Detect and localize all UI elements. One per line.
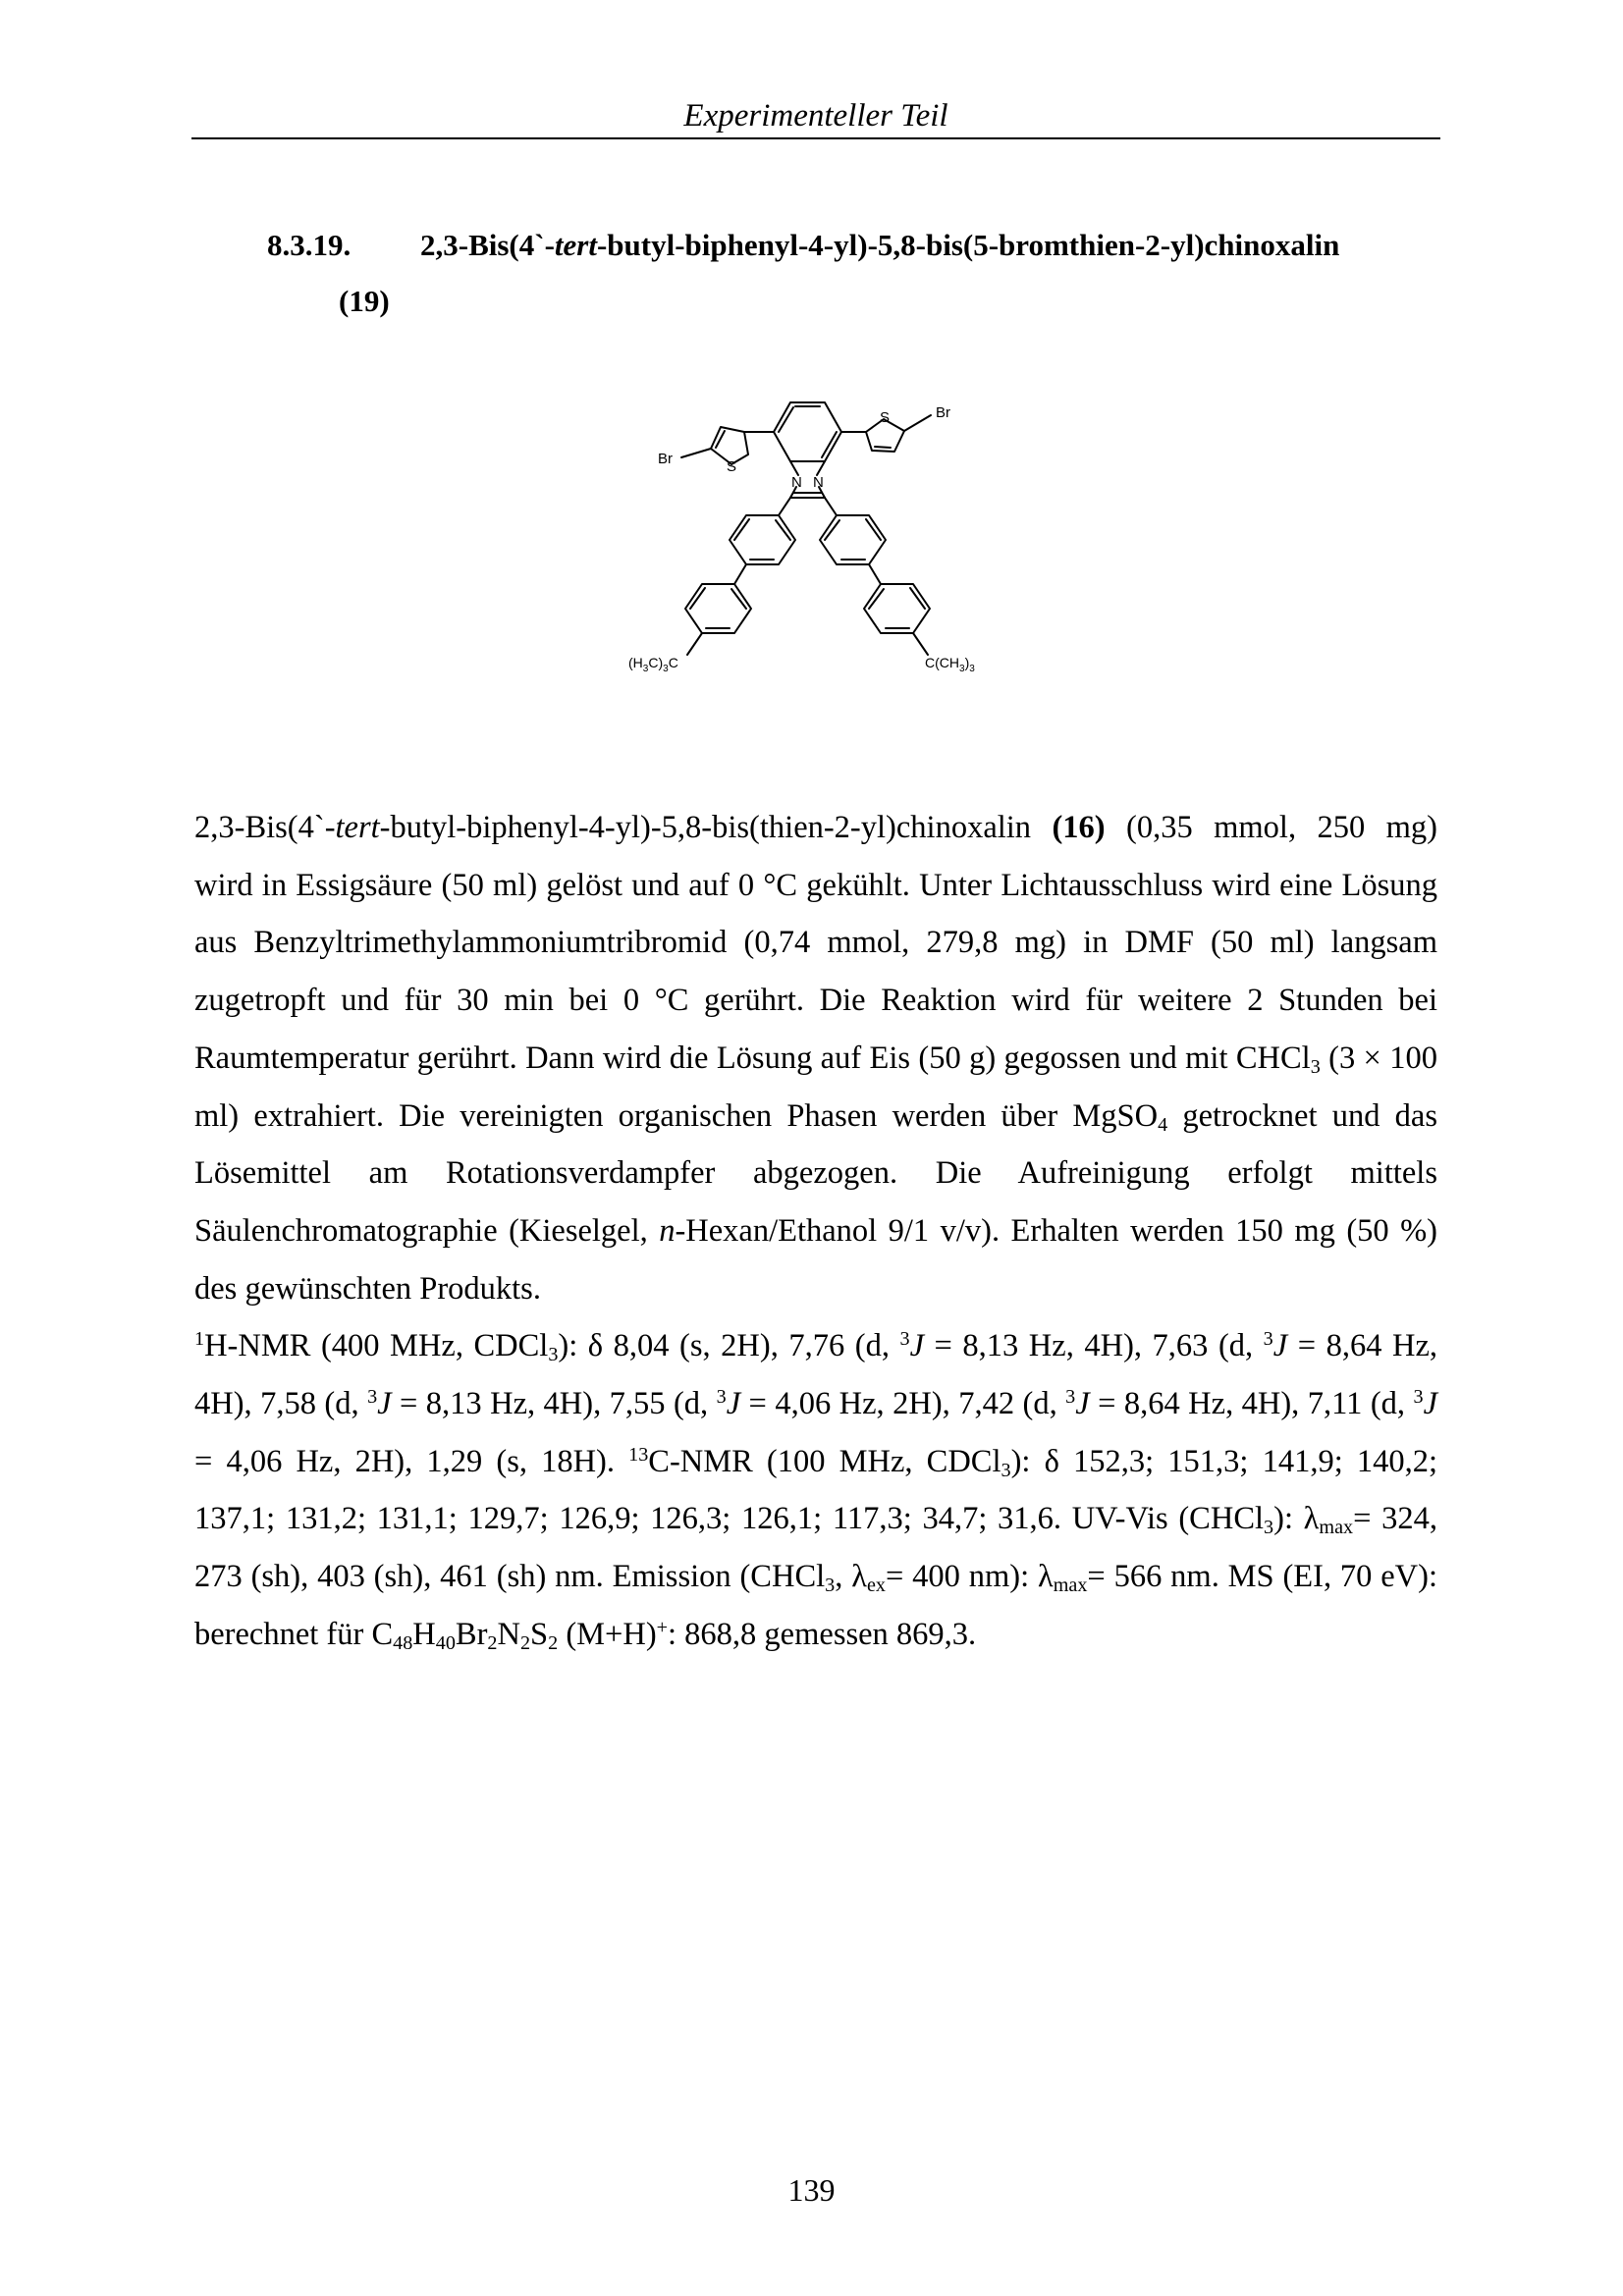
section-title: 2,3-Bis(4`-tert-butyl-biphenyl-4-yl)-5,8-bis(5-bromthien-2-yl)chinoxalin <box>420 228 1340 262</box>
n-label-right: N <box>813 474 824 491</box>
tbu-label-right: $C(CH_3)_3$ <box>925 655 975 674</box>
compound-number: (19) <box>339 284 390 318</box>
phenyl-left-lower <box>685 584 751 655</box>
quinoxaline-benzene-ring <box>774 402 841 461</box>
body-text <box>194 799 1437 1664</box>
page-number: 139 <box>787 2172 836 2208</box>
br-label-left: Br <box>658 451 673 467</box>
chemical-structure <box>619 398 1031 736</box>
n-label-left: N <box>791 474 802 491</box>
header-rule <box>191 137 1440 139</box>
br-label-top: Br <box>936 404 950 421</box>
s-label-left: S <box>727 458 737 475</box>
procedure-paragraph: 2,3-Bis(4`-tert-butyl-biphenyl-4-yl)-5,8-bis(thien-2-yl)chinoxalin (16) (0,35 mmol, 250 mg) wird in Essigsäure (50 ml) gelöst und auf 0 °C gekühlt. Unter Lichtausschluss wird eine Lösung aus Benzyltrimethylammoniumtribromid (0,74 mmol, 279,8 mg) in DMF (50 ml) langsam zugetropft und für 30 min bei 0 °C gerührt. Die Reaktion wird für weitere 2 Stunden bei Raumtemperatur gerührt. Dann wird die Lösung auf Eis (50 g) gegossen und mit CHCl$_3$ (3 × 100 ml) extrahiert. Die vereinigten organischen Phasen werden über MgSO$_4$ getrocknet und das Lösemittel am Rotationsverdampfer abgezogen. Die Aufreinigung erfolgt mittels Säulenchromatographie (Kieselgel, n-Hexan/Ethanol 9/1 v/v). Erhalten werden 150 mg (50 %) des gewünschten Produkts. <box>194 810 1437 1307</box>
tbu-label-left: $(H_3C)_3C$ <box>628 655 678 674</box>
characterization-paragraph: $^1$H-NMR (400 MHz, CDCl$_3$): δ 8,04 (s, 2H), 7,76 (d, $^3$J = 8,13 Hz, 4H), 7,63 (d, $^3$J = 8,64 Hz, 4H), 7,58 (d, $^3$J = 8,13 Hz, 4H), 7,55 (d, $^3$J = 4,06 Hz, 2H), 7,42 (d, $^3$J = 8,64 Hz, 4H), 7,11 (d, $^3$J = 4,06 Hz, 2H), 1,29 (s, 18H). $^{13}$C-NMR (100 MHz, CDCl$_3$): δ 152,3; 151,3; 141,9; 140,2; 137,1; 131,2; 131,1; 129,7; 126,9; 126,3; 126,1; 117,3; 34,7; 31,6. UV-Vis (CHCl$_3$): $\lambda_{max}= 324$, 273 (sh), 403 (sh), 461 (sh) nm. Emission (CHCl$_3$, $\lambda_{ex}= 400$ nm): $\lambda_{max}= 566$ nm. MS (EI, 70 eV): berechnet für $C_{48}H_{40}Br_2N_2S_2$ (M+H)+: 868,8 gemessen 869,3. <box>194 1328 1438 1654</box>
running-header: Experimenteller Teil <box>683 98 948 133</box>
phenyl-left-upper <box>730 498 795 584</box>
section-number: 8.3.19. <box>267 228 352 262</box>
phenyl-right-upper <box>820 498 886 584</box>
s-label-top: S <box>880 409 891 426</box>
phenyl-right-lower <box>864 584 930 655</box>
